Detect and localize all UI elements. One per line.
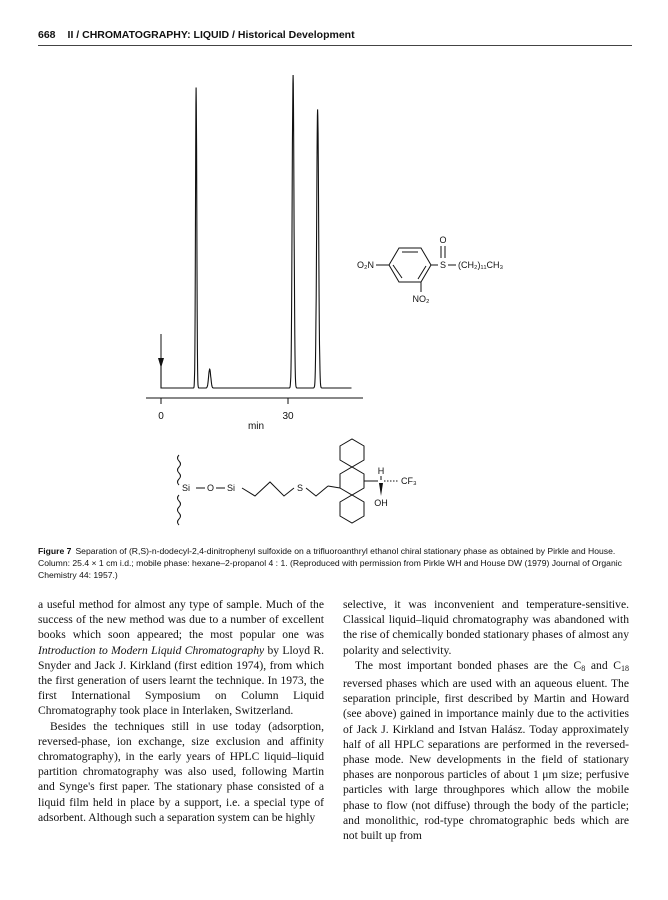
wedge-bond-oh — [379, 483, 383, 496]
text-run: The most important bonded phases are the C — [355, 658, 582, 672]
text-run: reversed phases which are used with an aqueous eluent. The separation principle, first described by Martin and Howard (see above) gained in importance mainly due to the activities of Jack J. Kirkland and Istvan Halász. Today approximately half of all HPLC separations are performed in the reversed-phase mode. New developments in the field of stationary phases are nonporous particles of about 1 μm size; perfusive particles with large throughpores which allow the mobile phase to flow (not diffuse) through the body of the particle; and monolithic, rod-type chromatographic beds which are not built up from — [343, 677, 629, 843]
nitro-ortho-label: NO₂ — [412, 294, 430, 304]
figure-caption — [38, 545, 638, 581]
silica-surface-wavy-line — [178, 455, 181, 525]
sulfur-label: S — [297, 483, 304, 493]
ring-double-bond — [418, 266, 426, 279]
nitro-left-label: O₂N — [357, 260, 374, 270]
si-linker-label: Si — [227, 483, 236, 493]
anthracene-ring-bottom — [340, 495, 364, 523]
page-number: 668 — [38, 29, 56, 41]
chromatogram-trace — [161, 75, 352, 388]
body-column-left — [38, 597, 324, 825]
hydrogen-label: H — [377, 466, 385, 476]
methylene-linker — [306, 486, 328, 496]
caption-label: Figure 7 — [38, 546, 72, 556]
x-tick-label-0: 0 — [158, 411, 164, 422]
injection-arrowhead — [158, 358, 164, 368]
propyl-linker — [242, 482, 294, 496]
text-run: a useful method for almost any type of sample. Much of the success of the new method was due to a number of excellent books which soon appeared; the most popular one was — [38, 598, 324, 642]
paragraph: Besides the techniques still in use today (adsorption, reversed-phase, ion exchange, size exclusion and affinity chromatography), in the early years of HPLC liquid–liquid partition chromatography was also used, following Martin and Synge's first paper. The stationary phase consisted of a liquid film held in place by a support, i.e. a special type of adsorbent. Although such a separation system can be highly — [38, 719, 324, 824]
x-axis-label: min — [247, 421, 265, 432]
si-surface-label: Si — [182, 483, 191, 493]
sulfur-label: S — [439, 260, 447, 270]
text-run: by Lloyd R. Snyder and Jack J. Kirkland (first edition 1974), from which the first generation of users learnt the technique. In 1973, the first International Symposium on Column Liquid Chromatography took place in Interlaken, Switzerland. — [38, 643, 324, 718]
caption-text: Separation of (R,S)-n-dodecyl-2,4-dinitrophenyl sulfoxide on a trifluoroanthryl ethanol chiral stationary phase as obtained by Pirkle and House. Column: 25.4 × 1 cm i.d.; mobile phase: hexane–2-propanol 4 : 1. (Reproduced with permission from Pirkle WH and House DW (1979) Journal of Organic Chemistry 44: 1957.) — [38, 546, 622, 580]
anthracene-ring-top — [340, 439, 364, 467]
chromatogram — [146, 75, 363, 432]
analyte-benzene-ring — [389, 248, 431, 282]
analyte-structure — [357, 235, 504, 304]
anthracene-ring-middle — [340, 467, 364, 495]
paragraph: selective, it was inconvenient and temperature-sensitive. Classical liquid–liquid chromatography was abandoned with the rise of chemically bonded stationary phases of almost any polarity and selectivity. — [343, 598, 629, 657]
ring-double-bond — [393, 265, 402, 278]
paragraph — [38, 597, 324, 719]
subscript: 8 — [581, 663, 586, 673]
x-tick-label-30: 30 — [282, 411, 294, 422]
cf3-label: CF₃ — [401, 476, 417, 486]
section-title: II / CHROMATOGRAPHY: LIQUID / Historical Development — [67, 29, 355, 41]
paragraph — [343, 658, 629, 843]
csp-structure — [178, 439, 417, 525]
subscript: 18 — [621, 663, 629, 673]
body-column-right — [343, 597, 629, 843]
alkyl-chain-label: (CH₂)₁₁CH₃ — [458, 260, 504, 270]
bond-anthracene-ch2 — [328, 486, 340, 488]
oxygen-label: O — [439, 235, 447, 245]
text-run: and C — [585, 658, 621, 672]
oxygen-label: O — [207, 483, 215, 493]
book-title: Introduction to Modern Liquid Chromatography — [38, 643, 265, 657]
oh-label: OH — [374, 498, 388, 508]
